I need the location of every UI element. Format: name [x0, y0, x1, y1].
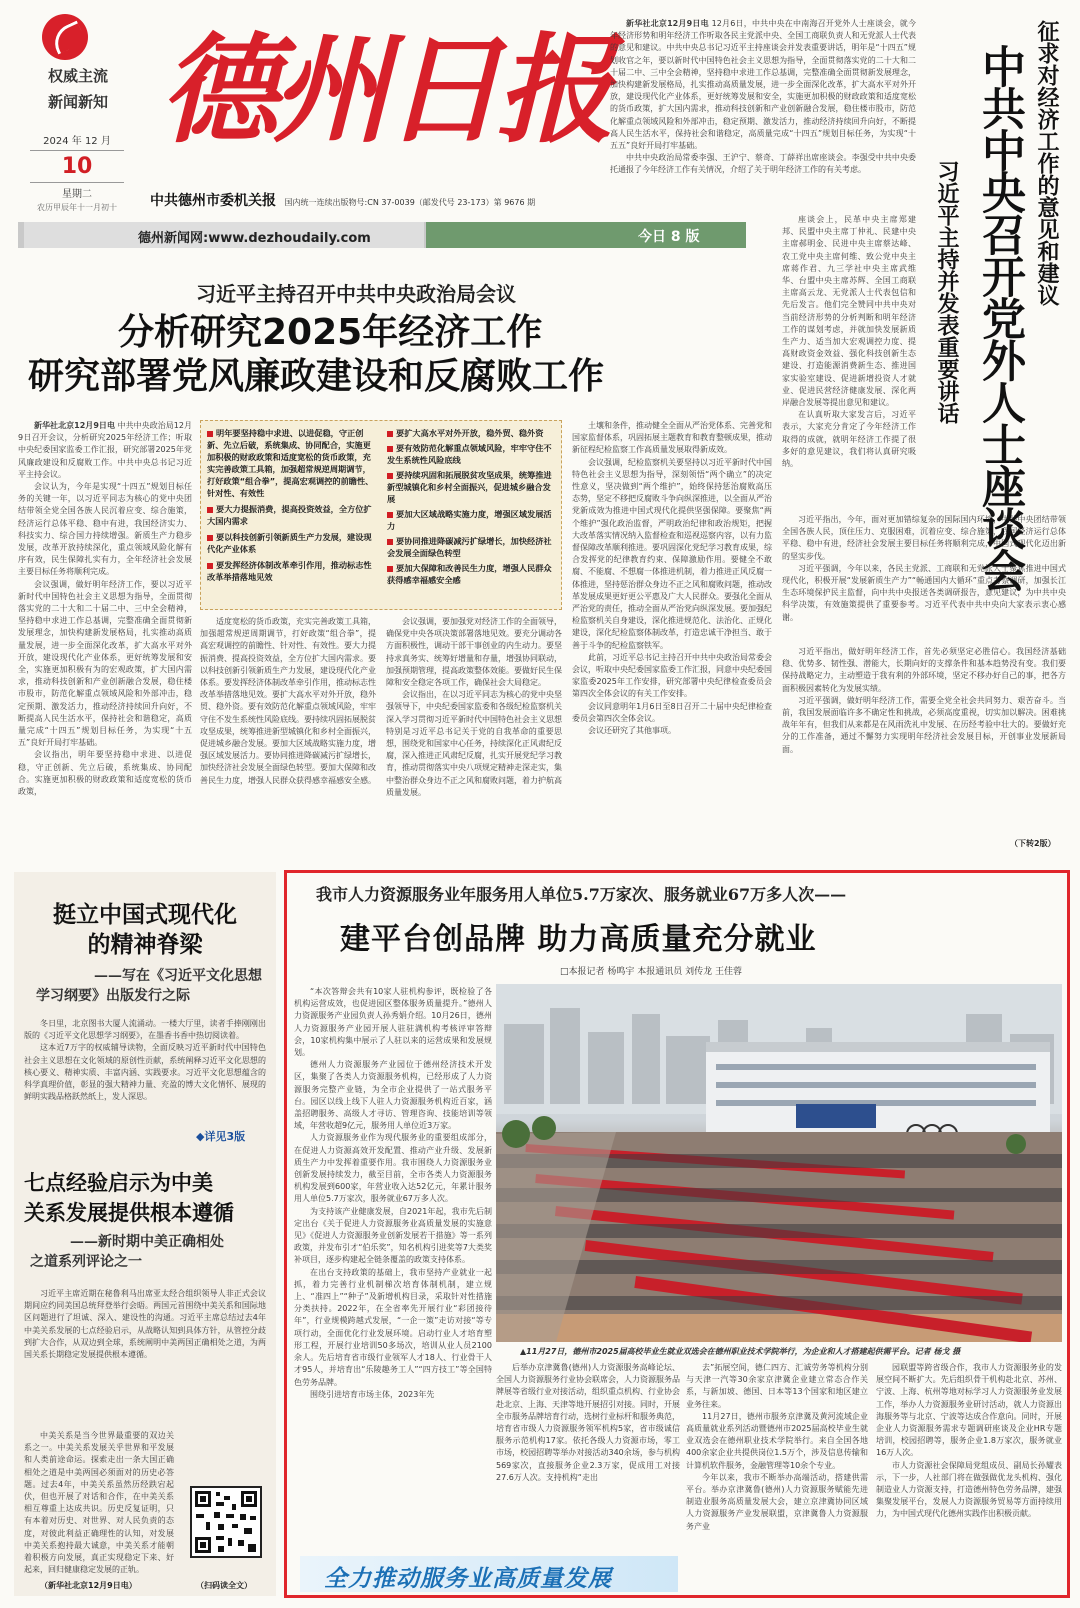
paper-name	[160, 10, 609, 180]
lead-text-top	[610, 18, 916, 208]
item2-sub-line2: 之道系列评论之一	[30, 1254, 142, 1270]
feature-col-1	[294, 986, 492, 1558]
bullet-left-1: 明年要坚持稳中求进、以进促稳，守正创新、先立后破，系统集成、协同配合，实施更加积极的财政政策和适度宽松的货币政策，充实完善政策工具箱，加强超常规逆周期调节，打好政策“组合拳”，提高宏观调控的前瞻性、针对性、有效性	[207, 428, 374, 498]
logo-emblem-icon	[42, 14, 88, 60]
item2-title-line1: 七点经验启示为中美	[24, 1171, 213, 1195]
politburo-col2-p1: 适度宽松的货币政策，充实完善政策工具箱，加强超常规逆周期调节，打好政策“组合拳”，提高宏观调控的前瞻性、针对性、有效性。要大力提振消费、提高投资效益，全方位扩大国内需求。要以科技创新引领新质生产力发展，建设现代化产业体系。要发挥经济体制改革牵引作用，推动标志性改革举措落地见效。要扩大高水平对外开放，稳外贸、稳外资。要有效防范化解重点领域风险，牢牢守住不发生系统性风险底线。要持续巩固拓展脱贫攻坚成果，统筹推进新型城镇化和乡村全面振兴，促进城乡融合发展。要加大区域战略实施力度，增强区域发展活力。要协同推进降碳减污扩绿增长，加快经济社会发展全面绿色转型。要加大保障和改善民生力度，增强人民群众获得感幸福感安全感。	[200, 617, 376, 785]
item2-subtitle	[24, 1232, 266, 1272]
feature-photo-caption: ▲11月27日，德州市2025届高校毕业生就业双选会在德州职业技术学院举行，为企业和人才搭建起供需平台。记者 杨戈 摄	[520, 1347, 961, 1356]
politburo-col4-p2: 会议强调，纪检监察机关要坚持以习近平新时代中国特色社会主义思想为指导，深刻领悟“两个确立”的决定性意义，坚决做到“两个维护”，始终保持惩治腐败高压态势，坚定不移把反腐败斗争向纵深推进，以全面从严治党新成效为推进中国式现代化提供坚强保障。要聚焦“两个维护”强化政治监督，严明政治纪律和政治规矩，把握大改革落实情况纳入监督检查和巡视巡察内容，以有力监督保障改革顺利推进。要巩固深化党纪学习教育成果，综合发挥党的纪律教育约束、保障激励作用。要健全不敢腐、不能腐、不想腐一体推进机制，着力推进正风反腐一体推进，坚持惩治群众身边不正之风和腐败问题，推动改革发展成果更好更公平惠及广大人民群众。要强化全面从严治党的责任，推动全面从严治党向纵深发展。要加强纪检监察机关自身建设，深化推进规范化、法治化、正规化建设，深化纪检监察体制改革，打造忠诚干净担当、敢于善于斗争的纪检监察铁军。	[572, 457, 772, 650]
key-points-box	[200, 420, 562, 610]
politburo-col-1	[18, 420, 192, 862]
bullet-left-2: 要大力提振消费，提高投资效益，全方位扩大国内需求	[207, 504, 372, 526]
feature-col3-p2: 11月27日，德州市服务京津冀及黄河流域企业高质量就业系列活动暨德州市2025届高校毕业生就业双选会在德州职业技术学院举行。来自全国各地400余家企业共提供岗位1.5万个，涉及信息传输和计算机软件服务，金融管理等10余个专业。	[686, 1411, 868, 1470]
politburo-title-2: 研究部署党风廉政建设和反腐败工作	[28, 356, 605, 397]
bullet-right-6: 要加大保障和改善民生力度，增强人民群众获得感幸福感安全感	[387, 563, 552, 585]
registration: 国内统一连续出版物号:CN 37-0039（邮发代号 23-173）第 9676 期	[284, 198, 536, 207]
politburo-kicker: 习近平主持召开中共中央政治局会议	[196, 282, 516, 306]
lead-para-2: 中共中央政治局常委李强、王沪宁、蔡奇、丁薛祥出席座谈会。李强受中共中央委托通报了今年经济工作有关情况，介绍了关于明年经济工作的有关考虑。	[610, 153, 916, 175]
item2-body-p1: 习近平主席近期在秘鲁利马出席亚太经合组织领导人非正式会议期间应约同美国总统拜登举行会晤。两国元首围绕中美关系和国际地区问题进行了坦诚、深入、建设性的沟通。习近平主席总结过去4年中美关系发展的七点经验启示，从战略认知到具体方针，从管控分歧到扩大合作，从双边到全球，系统阐明中美两国正确相处之道，为两国关系长期稳定发展提供根本遵循。	[24, 1289, 266, 1360]
vertical-subtitle: 习近平主持并发表重要讲话	[934, 160, 960, 424]
feature-col3-p3: 今年以来，我市不断举办高端活动，搭建供需平台。举办京津冀鲁(德州)人力资源服务赋能先进制造业服务高质量发展大会，建立京津冀协同区域人力资源服务产业发展联盟，京津冀鲁人力资源服务产业	[686, 1472, 868, 1531]
job-fair-photo-illustration	[496, 984, 1062, 1342]
feature-banner-text: 全力推动服务业高质量发展	[324, 1566, 612, 1592]
bullet-right-1: 要扩大高水平对外开放，稳外贸、稳外资	[396, 428, 544, 438]
feature-col-2	[496, 1362, 680, 1558]
item1-body-p1: 冬日里，北京图书大厦人流涌动。一楼大厅里，读者手捧刚刚出版的《习近平文化思想学习纲要》，在墨香书香中热切阅读着。	[24, 1019, 266, 1041]
politburo-col1-p1: 中共中央政治局12月9日召开会议，分析研究2025年经济工作；听取中央纪委国家监委工作汇报，研究部署2025年党风廉政建设和反腐败工作。中共中央总书记习近平主持会议。	[18, 421, 192, 479]
lead-dateline: 新华社北京12月9日电	[626, 19, 709, 28]
lead-para-4: 在认真听取大家发言后，习近平表示，大家充分肯定了今年经济工作取得的成就，就明年经济工作提了很多好的意见建议，我们将认真研究吸纳。	[782, 410, 916, 469]
feature-col4-p1: 园联盟等跨省级合作，我市人力资源服务业的发展空间不断扩大。先后组织骨干机构赴北京、苏州、宁波、上海、杭州等地对标学习人力资源服务业发展工作，举办人力资源服务业研讨活动，就人力资源出海服务等与北京、宁波等达成合作意向。同时，开展企业人力资源服务需求专题调研座谈及企业HR专题培训，校园招聘等，服务企业1.8万家次，服务就业16万人次。	[876, 1363, 1062, 1458]
politburo-col4-p1: 土壤和条件，推动健全全面从严治党体系、完善党和国家监督体系，巩固拓展主题教育和教育整顿成果，推动新征程纪检监察工作高质量发展取得新成效。	[572, 421, 772, 455]
item2-title-line2: 关系发展提供根本遵循	[24, 1201, 234, 1225]
feature-col2-p1: 后举办京津冀鲁(德州)人力资源服务高峰论坛、全国人力资源服务行业协会联席会，人力资源服务品牌展等省级行业对接活动，组织重点机构、行业协会赴北京、上海、天津等地开展招引对接。同时，开展全市服务品牌培育行动，选树行业标杆和服务典范，培育省市级人力资源服务领军机构5家，省市级诚信服务示范机构17家。依托各级人力资源市场，零工市场，校园招聘等举办对接活动340余场，参与机构569家次，直接服务企业2.3万家，促成用工对接27.6万人次。支持机构“走出	[496, 1363, 680, 1482]
feature-title: 建平台创品牌 助力高质量充分就业	[340, 922, 817, 957]
lead-text-bottom	[782, 646, 1066, 836]
item1-title-line1: 挺立中国式现代化	[53, 902, 237, 928]
item1-sub-line1: ——写在《习近平文化思想	[94, 968, 262, 984]
lead-para-8: 习近平强调，做好明年经济工作，需要全党全社会共同努力、艰苦奋斗。当前，我国发展面临许多不确定性和挑战，必须高度重视，切实加以解决。困难挑战年年有，但我们从来都是在风雨洗礼中发展、在历经考验中壮大的。要做好充分的工作准备，通过不懈努力实现明年经济社会发展目标，开创事业发展新局面。	[782, 695, 1066, 754]
lead-text-narrow	[782, 214, 916, 512]
politburo-col1-p3: 会议强调，做好明年经济工作，要以习近平新时代中国特色社会主义思想为指导，全面贯彻落实党的二十大和二十届二中、三中全会精神，坚持稳中求进工作总基调，完整准确全面贯彻新发展理念，加快构建新发展格局，扎实推动高质量发展，进一步全面深化改革，扩大高水平对外开放，建设现代化产业体系，更好统筹发展和安全，实施更加积极有为的宏观政策，扩大国内需求，推动科技创新和产业创新融合发展，稳住楼市股市，防范化解重点领域风险和外部冲击，稳定预期、激发活力，推动经济持续回升向好，不断提高人民生活水平，保持社会和谐稳定，高质量完成“十四五”规划目标任务，为实现“十五五”良好开局打牢基础。	[18, 579, 192, 748]
organ-name: 中共德州市委机关报	[150, 193, 276, 209]
feature-byline: □本报记者 杨鸣宇 本报通讯员 刘传龙 王佳蓉	[560, 967, 742, 977]
feature-col4-p2: 市人力资源社会保障局党组成员、副局长孙耀表示，下一步，人社部门将在做强做优龙头机构、强化制造业人力资源支持，打造德州特色劳务品牌，建强集聚发展平台，发展人力资源服务贸易等方面持续用力，为中国式现代化德州实践作出积极贡献。	[876, 1460, 1062, 1519]
slogan-line-1: 权威主流	[47, 67, 108, 85]
item2-body-p2: 中美关系是当今世界最重要的双边关系之一。中美关系发展关乎世界和平发展和人类前途命运。探索走出一条大国正确相处之道是中美两国必须面对的历史必答题。过去4年，中美关系虽然历经跌宕起伏，但也开展了对话和合作，在中美关系相互尊重上达成共识。历史反复证明，只有本着对历史、对世界、对人民负责的态度，对彼此利益正确理性的认知，对发展中美关系抱持最大诚意，中美关系才能朝着积极方向发展，真正实现稳定下来、好起来，回归健康稳定发展的正轨。	[24, 1431, 174, 1575]
feature-col1-p6: 围绕引进培育市场主体，2023年先	[310, 1389, 435, 1399]
paper-name-text: 德州日报	[160, 20, 609, 159]
politburo-col1-p4: 会议指出，明年要坚持稳中求进、以进促稳，守正创新、先立后破，系统集成、协同配合。实施更加积极的财政政策和适度宽松的货币政策，	[18, 750, 192, 797]
feature-col-3	[686, 1362, 868, 1596]
feature-col1-p1: “本次答辩会共有10家人驻机构参评，既检验了各机构运营成效，也促进园区整体服务质量提升。”德州人力资源服务产业园负责人孙秀娟介绍。10月26日，德州人力资源服务产业园开展人驻驻满机构考核评审答辩会，10家机构集中展示了人驻以来的运营成果和发展规划。	[294, 987, 492, 1058]
feature-col-4	[876, 1362, 1062, 1596]
feature-kicker: 我市人力资源服务业年服务用人单位5.7万家次、服务就业67万多人次——	[316, 885, 847, 904]
politburo-col1-p2: 会议认为，今年是实现“十四五”规划目标任务的关键一年，以习近平同志为核心的党中央团结带领全党全国各族人民沉着应变、综合施策，经济运行总体平稳、稳中有进，我国经济实力、科技实力、综合国力持续增强。新质生产力稳步发展，改革开放持续深化，重点领域风险化解有序有效，民生保障扎实有力，全年经济社会发展主要目标任务将顺利完成。	[18, 482, 192, 577]
item1-body	[24, 1018, 266, 1126]
masthead-logo	[18, 14, 138, 118]
item1-see-more[interactable]: ◆详见3版	[196, 1130, 246, 1143]
lead-para-6: 习近平强调，今年以来，各民主党派、工商联和无党派人士聚焦推进中国式现代化，积极开展“发展新质生产力”“畅通国内大循环”重点考察调研，加强长江生态环境保护民主监督，向中共中央报送各类调研报告，意见建议，为中共中央科学决策，有效施策提供了重要参考。习近平代表中共中央向大家表示衷心感谢。	[782, 563, 1066, 622]
item2-sub-line1: ——新时期中美正确相处	[70, 1234, 224, 1250]
politburo-col3-p1: 会议强调，要加强党对经济工作的全面领导，确保党中央各项决策部署落地见效。要充分调动各方面积极性，调动干部干事创业的内生动力。要坚持求真务实、统筹好增量和存量，增强协同联动，加强预期管理，提高政策整体效能。要做好民生保障和安全稳定各项工作，确保社会大局稳定。	[386, 617, 562, 688]
feature-col1-p4: 为支持该产业健康发展，自2021年起，我市先后制定出台《关于促进人力资源服务业高质量发展的实施意见》《促进人力资源服务业创新发展若干措施》等一系列政策，并发布引才“伯乐奖”，知名机构引进奖等7大类奖补项目，逐步构建起全链条覆盖的政策支持体系。	[294, 1206, 492, 1265]
item2-body-bottom	[24, 1430, 174, 1578]
item2-title	[24, 1168, 266, 1228]
lunar-date: 农历甲辰年十一月初十	[37, 203, 117, 212]
website-link[interactable]: 德州新闻网:www.dezhoudaily.com	[138, 231, 371, 246]
lead-para-5: 习近平指出，今年，面对更加错综复杂的国际国内环境，中共中央团结带领全国各族人民，顶住压力、克服困难，沉着应变、综合施策，我国经济运行总体平稳、稳中有进，经济社会发展主要目标任务将顺利完成，中国式现代化迈出新的坚实步伐。	[782, 515, 1066, 561]
politburo-col-4	[572, 420, 772, 862]
politburo-col4-p3: 此前，习近平总书记主持召开中共中央政治局常委会会议，听取中央纪委国家监委工作汇报，同意中央纪委国家监委2025年工作安排，研究部署中央纪律检查委员会第四次全体会议的有关工作安排。	[572, 652, 772, 699]
feature-photo	[496, 984, 1062, 1342]
organ-line	[150, 190, 600, 210]
year-month: 2024 年 12 月	[43, 136, 111, 147]
politburo-col-2	[200, 616, 376, 862]
bullet-right-4: 要加大区域战略实施力度，增强区域发展活力	[387, 509, 552, 531]
pages-badge: 今日 8 版	[638, 229, 700, 245]
lead-continued: （下转2版）	[1010, 839, 1056, 848]
feature-col1-p5: 在出台支持政策的基础上，我市坚持产业就业一起抓，着力完善行业机制梯次培育体制机制，建立规上、“准四上”“种子”及新增机构目录，采取针对性措施分类扶持。2022年，在全省率先开展行业“彩团接待年”，行业规模跨越式发展，“一企一策”走访对接“等专项行动，全面优化行业发展环境。启动行业人才培育塑形工程，开展行业培训50多场次，培训从业人员2100余人。先后培育省市级行业领军人才18人、行业骨干人才95人，并培育出“乐陵趣务工人”“四方技工”等全国特色劳务品牌。	[294, 1267, 492, 1387]
bullet-right-3: 要持续巩固和拓展脱贫攻坚成果，统筹推进新型城镇化和乡村全面振兴，促进城乡融合发展	[387, 470, 552, 504]
vertical-kicker: 征求对经济工作的意见和建议	[1034, 20, 1060, 306]
politburo-dateline: 新华社北京12月9日电	[34, 421, 115, 430]
vertical-main-title: 中共中央召开党外人士座谈会	[974, 44, 1025, 590]
qr-label: （扫码读全文）	[196, 1581, 252, 1590]
politburo-col-3	[386, 616, 562, 862]
politburo-col4-p4: 会议同意明年1月6日至8日召开二十届中央纪律检查委员会第四次全体会议。	[572, 701, 772, 723]
website-bar	[18, 222, 746, 248]
feature-col3-p1: 去”拓展空间，德仁四方、汇诚劳务等机构分别与天津一汽等30余家京津冀企业建立常态合作关系，与新加坡、德国、日本等13个国家和地区建立业务往来。	[686, 1363, 868, 1409]
day-number: 10	[61, 154, 93, 179]
feature-col1-p2: 德州人力资源服务产业园位于德州经济技术开发区，集聚了各类人力资源服务机构，已经形成了人力资源服务完整产业链，为全市企业提供了一站式服务平台。园区以线上线下人驻人力资源服务机构近百家，涵盖招聘服务、高级人才寻访、管理咨询、技能培训等领域，年营收超9亿元，服务用人单位近3万家。	[294, 1060, 492, 1131]
bullet-left-3: 要以科技创新引领新质生产力发展，建设现代化产业体系	[207, 532, 372, 554]
item1-sub-line2: 学习纲要》出版发行之际	[36, 988, 190, 1004]
feature-banner	[300, 1556, 678, 1592]
item1-title-line2: 的精神脊梁	[87, 932, 203, 958]
slogan-line-2: 新闻新知	[47, 93, 108, 111]
bullet-right-5: 要协同推进降碳减污扩绿增长，加快经济社会发展全面绿色转型	[387, 536, 552, 558]
item1-subtitle	[24, 966, 266, 1006]
item1-title	[24, 900, 266, 960]
politburo-col3-p2: 会议指出，在以习近平同志为核心的党中央坚强领导下，中央纪委国家监委和各级纪检监察机关深入学习贯彻习近平新时代中国特色社会主义思想特别是习近平总书记关于党的自我革命的重要思想，围绕党和国家中心任务，持续深化正风肃纪反腐，深入推进正风肃纪反腐，扎实开展党纪学习教育，推动贯彻落实中央八项规定精神走深走实，集中整治群众身边不正之风和腐败问题，着力护航高质量发展。	[386, 690, 562, 797]
feature-col1-p3: 人力资源服务业作为现代服务业的重要组成部分，在促进人力资源高效开发配置、推动产业升级、发展新质生产力中发挥着重要作用。我市围绕人力资源服务业创新发展持续发力，截至目前，全市各类人力资源服务机构发展到600家，年营业收入达52亿元，年累计服务用人单位5.7万家次，服务就业67万多人次。	[294, 1133, 492, 1204]
bullet-right-2: 要有效防范化解重点领域风险，牢牢守住不发生系统性风险底线	[387, 443, 552, 465]
date-block	[22, 132, 132, 213]
item2-body-top	[24, 1288, 266, 1426]
bullet-left-4: 要发挥经济体制改革牵引作用，推动标志性改革举措落地见效	[207, 560, 372, 582]
item2-dateline: （新华社北京12月9日电）	[40, 1581, 137, 1590]
item1-body-p2: 这本近7万字的权威辅导读物，全面反映习近平新时代中国特色社会主义思想在文化领域的原创性贡献，系统阐释习近平文化思想的核心要义、精神实质、丰富内涵、实践要求。习近平文化思想蕴含的科学真理价值，彰显的强大精神力量、充盈的博大文化情怀、展现的鲜明实践品格跃然纸上，发人深思。	[24, 1043, 266, 1102]
weekday: 星期二	[62, 189, 92, 200]
lead-para-3: 座谈会上，民革中央主席郑建邦、民盟中央主席丁仲礼、民建中央主席郝明金、民进中央主席蔡达峰、农工党中央主席何维、致公党中央主席蒋作君、九三学社中央主席武维华、台盟中央主席苏辉、全国工商联主席高云龙、无党派人士代表包信和先后发言。他们完全赞同中共中央对当前经济形势的分析判断和明年经济工作的谋划考虑，并就加快发展新质生产力、适当加大宏观调控力度、提高财政资金效益、强化科技创新生态建设、打造能源消费新生态、推进国家实验室建设、促进新增投资人才就业、促进民营经济健康发展、深化两岸融合发展等提出意见和建议。	[782, 215, 916, 408]
lead-para-1: 12月6日，中共中央在中南海召开党外人士座谈会，就今年经济形势和明年经济工作听取各民主党派中央、全国工商联负责人和无党派人士代表的意见和建议。中共中央总书记习近平主持座谈会并发表重要讲话，明年是“十四五”规划收官之年，要以新时代中国特色社会主义思想为指导，全面贯彻落实党的二十大和二十届二中、三中全会精神，坚持稳中求进工作总基调，完整准确全面贯彻新发展理念，加快构建新发展格局，扎实推动高质量发展，进一步全面深化改革，扩大高水平对外开放，建设现代化产业体系，更好统筹发展和安全，实施更加积极的财政政策和适度宽松的货币政策，扩大国内需求，推动科技创新和产业创新融合发展，稳住楼市股市，防范化解重点领域风险和外部冲击，稳定预期、激发活力，推动经济持续回升向好，不断提高人民生活水平，保持社会和谐稳定，高质量完成“十四五”规划目标任务，为实现“十五五”良好开局打牢基础。	[610, 19, 916, 151]
politburo-col4-p5: 会议还研究了其他事项。	[588, 726, 676, 736]
politburo-title-1: 分析研究2025年经济工作	[118, 312, 543, 353]
lead-para-7: 习近平指出，做好明年经济工作，首先必须坚定必胜信心。我国经济基础稳、优势多、韧性强、潜能大，长期向好的支撑条件和基本趋势没有变。我们要保持战略定力，主动塑造于我有利的外部环境，坚定不移办好自己的事，把各方面积极因素转化为发展实绩。	[782, 647, 1066, 693]
qr-code-icon[interactable]	[190, 1486, 262, 1558]
